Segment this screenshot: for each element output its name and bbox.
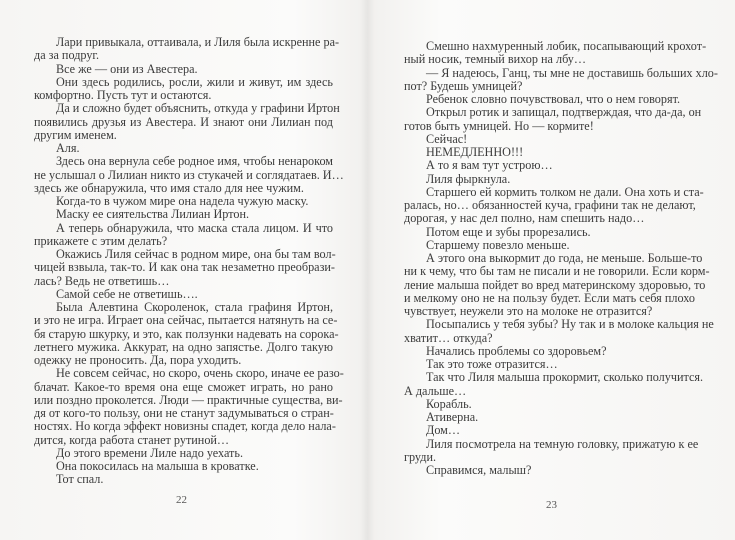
text-line: комфортно. Пусть тут и остаются. [34, 88, 212, 102]
paragraph [404, 39, 707, 67]
paragraph [404, 105, 702, 133]
paragraph [404, 173, 695, 186]
text-line: А этого она выкормит до года, не меньше. Больше-то [426, 251, 703, 265]
text-line: другим именем. [34, 127, 117, 142]
text-line: Так что Лиля малыша прокормит, сколько получится. [426, 370, 704, 385]
paragraph [34, 447, 333, 460]
text-line: Справимся, малыш? [426, 463, 532, 477]
text-line: — Я надеюсь, Ганц, ты мне не доставишь больших хло- [426, 65, 718, 80]
text-line: чувствует, неужели это на молоке не отразится? [404, 304, 653, 318]
text-line: ление малыша пойдет во вред материнскому здоровью, то [404, 277, 706, 292]
text-line: Все же — они из Авестера. [56, 61, 198, 76]
paragraph [34, 142, 333, 155]
text-line: чицей взвыла, так-то. И как она так незаметно преобрази- [34, 260, 335, 275]
text-line: да за подруг. [34, 48, 100, 63]
paragraph [404, 251, 710, 318]
text-line: Сейчас! [426, 131, 468, 146]
text-line: Начались проблемы со здоровьем? [426, 343, 607, 358]
text-line: А то я вам тут устрою… [426, 158, 553, 173]
text-line: прикажете с этим делать? [34, 233, 168, 248]
paragraph [34, 300, 339, 367]
text-line: Смешно нахмуренный лобик, посапывающий крохот- [426, 39, 707, 53]
text-line: Она покосилась на малыша в кроватке. [56, 459, 259, 473]
text-line: Открыл ротик и запищал, подтверждая, что да-да, он [426, 105, 702, 120]
text-line: бя старую шкурку, и это, как ползунки надевать на сорока- [34, 326, 339, 341]
text-line: Не совсем сейчас, но скоро, очень скоро, иначе ее разо- [56, 366, 344, 381]
text-line: не услышал о Лилиан никто из стукачей и соглядатаев. И… [34, 167, 344, 182]
text-line: Аля. [56, 141, 80, 155]
paragraph [404, 65, 718, 94]
text-line: хватит… откуда? [404, 330, 493, 345]
text-line: А теперь обнаружила, что маска стала лицом. И что [56, 220, 333, 235]
paragraph [34, 247, 336, 288]
text-line: пот? Будешь умницей? [404, 78, 523, 93]
paragraph [34, 154, 344, 195]
text-line: Ативерна. [426, 410, 479, 424]
text-line: До этого времени Лиле надо уехать. [56, 445, 243, 460]
paragraph [34, 473, 333, 486]
text-line: и мелкому оно не на пользу будет. Если мать себя плохо [404, 290, 695, 305]
text-line: Лари привыкала, оттаивала, и Лиля была искренне ра- [56, 35, 340, 49]
paragraph [34, 101, 340, 142]
paragraph [34, 288, 333, 301]
text-line: Тот спал. [56, 472, 104, 487]
paragraph [34, 35, 340, 63]
paragraph [404, 464, 695, 477]
text-line: Корабль. [426, 396, 472, 411]
paragraph [404, 133, 695, 146]
text-line: Посыпались у тебя зубы? Ну так и в молоке кальция не [426, 317, 714, 332]
text-line: и это не игра. Играет она сейчас, пытается натянуть на се- [34, 313, 338, 328]
text-line: Дом… [426, 423, 461, 438]
paragraph [404, 159, 695, 172]
text-line: Да и сложно будет объяснить, откуда у графини Иртон [56, 101, 340, 116]
text-line: дится, когда работа станет рутиной… [34, 432, 230, 447]
paragraph [34, 222, 333, 249]
paragraph [404, 398, 695, 411]
paragraph [404, 436, 699, 465]
text-line: блачат. Какое-то время она еще сможет играть, но рано [34, 379, 333, 394]
paragraph [404, 370, 704, 398]
text-line: Маску ее сиятельства Лилиан Иртон. [56, 207, 250, 222]
text-line: появились друзья из Авестера. И знают они Лилиан под [34, 114, 333, 129]
paragraph [404, 226, 695, 239]
right-page-number: 23 [546, 499, 557, 511]
text-line: Когда-то в чужом мире она надела чужую маску. [56, 194, 309, 208]
paragraph [404, 424, 695, 437]
text-line: ни к чему, что бы там не писали и не говорили. Если корм- [404, 264, 710, 279]
text-line: Лиля посмотрела на темную головку, прижатую к ее [426, 436, 699, 451]
text-line: Лиля фыркнула. [426, 171, 511, 186]
paragraph [404, 317, 714, 345]
text-line: лась? Ведь не ответишь… [34, 273, 170, 288]
paragraph [404, 93, 695, 106]
paragraph [34, 208, 333, 221]
text-line: дорогая, у нас дел полно, нам спешить надо… [404, 211, 645, 226]
text-line: Самой себе не ответишь…. [56, 286, 198, 301]
text-line: Окажись Лиля сейчас в родном мире, она бы там вол- [56, 247, 336, 261]
text-line: ралась, но… обязанностей куча, графини так не делают, [404, 198, 696, 212]
text-line: дя от кого-то пользу, они не станут задумываться о стран- [34, 406, 334, 420]
text-line: или поздно проколется. Люди — практичные существа, ви- [34, 392, 343, 407]
text-line: Так это тоже отразится… [426, 357, 558, 371]
paragraph [34, 63, 333, 76]
right-page-text [404, 39, 718, 477]
text-line: одежку не проносить. Да, пора уходить. [34, 353, 242, 367]
text-line: ный носик, темный вихор на лбу… [404, 52, 587, 67]
text-line: летнего мужика. Аккурат, на одно запястье. Долго такую [34, 339, 333, 354]
text-line: Они здесь родились, росли, жили и живут, им здесь [56, 74, 333, 89]
text-line: груди. [404, 449, 437, 464]
left-page-number: 22 [176, 494, 187, 506]
text-line: НЕМЕДЛЕННО!!! [426, 145, 524, 159]
text-line: А дальше… [404, 383, 467, 398]
paragraph [404, 411, 695, 424]
text-line: Старшему повезло меньше. [426, 237, 570, 252]
text-line: здесь же обнаружила, что имя стало для нее чужим. [34, 180, 304, 195]
text-line: Старшего ей кормить толком не дали. Она хоть и ста- [426, 184, 704, 199]
text-line: Была Алевтина Скороленок, стала графиня Иртон, [56, 300, 333, 314]
paragraph [34, 76, 333, 103]
text-line: ностях. Но когда эффект новизны спадет, когда дело нала- [34, 419, 336, 434]
text-line: Ребенок словно почувствовал, что о нем говорят. [426, 92, 681, 106]
left-page-text [34, 35, 344, 487]
paragraph [404, 146, 695, 159]
paragraph [34, 366, 344, 447]
text-line: готов быть умницей. Но — кормите! [404, 118, 594, 133]
paragraph [34, 460, 333, 473]
paragraph [404, 358, 695, 371]
paragraph [404, 184, 704, 226]
text-line: Потом еще и зубы прорезались. [426, 224, 591, 239]
paragraph [404, 239, 695, 252]
paragraph [404, 345, 695, 358]
paragraph [34, 195, 333, 208]
text-line: Здесь она вернула себе родное имя, чтобы ненароком [56, 154, 334, 169]
